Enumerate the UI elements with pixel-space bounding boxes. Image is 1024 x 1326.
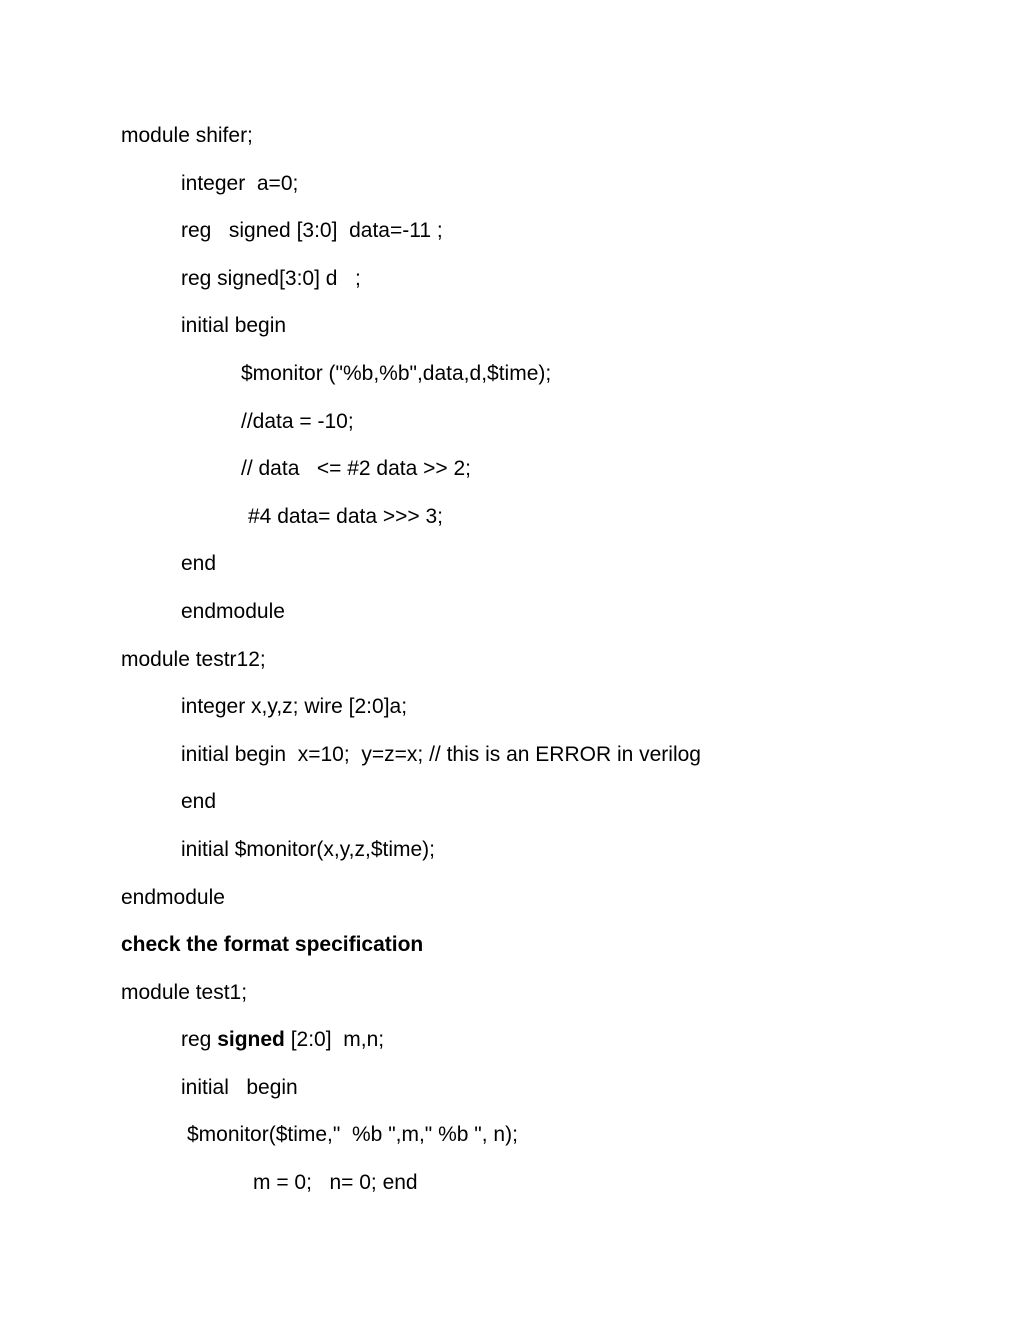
code-line [0,788,1024,836]
code-line [0,217,1024,265]
code-line [0,1074,1024,1122]
code-text: $monitor ("%b,%b",data,d,$time); [241,361,552,385]
code-line [0,312,1024,360]
code-line [0,408,1024,456]
code-keyword-bold: signed [217,1028,285,1052]
code-text: end [181,790,217,814]
code-line [0,1169,1024,1217]
code-line [0,265,1024,313]
code-line [0,979,1024,1027]
code-line [0,455,1024,503]
code-comment: //data = -10; [241,409,354,433]
code-text: integer a=0; [181,171,299,195]
code-comment: // data <= #2 data >> 2; [241,457,472,481]
code-text: initial begin [181,1075,298,1099]
code-line [0,1026,1024,1074]
code-text: reg signed[3:0] d ; [181,266,361,290]
code-text: m = 0; n= 0; end [253,1171,418,1195]
code-text: integer x,y,z; wire [2:0]a; [181,695,408,719]
code-line [0,598,1024,646]
code-text: initial $monitor(x,y,z,$time); [181,837,436,861]
code-line [0,1121,1024,1169]
code-line [0,836,1024,884]
section-heading: check the format specification [121,933,424,957]
code-text: endmodule [121,885,225,909]
code-text: module shifer; [121,124,253,147]
code-text: module test1; [121,980,248,1004]
code-text: end [181,552,217,576]
code-line [0,693,1024,741]
code-line [0,360,1024,408]
code-line [0,503,1024,551]
code-text: #4 data= data >>> 3; [248,504,444,528]
code-line [0,741,1024,789]
code-text: endmodule [181,599,285,623]
code-line [0,646,1024,694]
code-line [0,884,1024,932]
code-text-pre: reg [181,1028,218,1052]
code-listing [0,122,1024,1217]
code-text: reg signed [3:0] data=-11 ; [181,219,443,243]
code-text [181,1026,384,1054]
section-heading-line [0,931,1024,979]
code-line [0,550,1024,598]
code-text: module testr12; [121,647,266,671]
code-text: initial begin x=10; y=z=x; // this is an ERROR in verilog [181,742,701,766]
code-text: $monitor($time," %b ",m," %b ", n); [187,1123,518,1147]
code-text-post: [2:0] m,n; [284,1028,385,1052]
code-text: initial begin [181,314,287,338]
code-line [0,170,1024,218]
code-line [0,122,1024,170]
